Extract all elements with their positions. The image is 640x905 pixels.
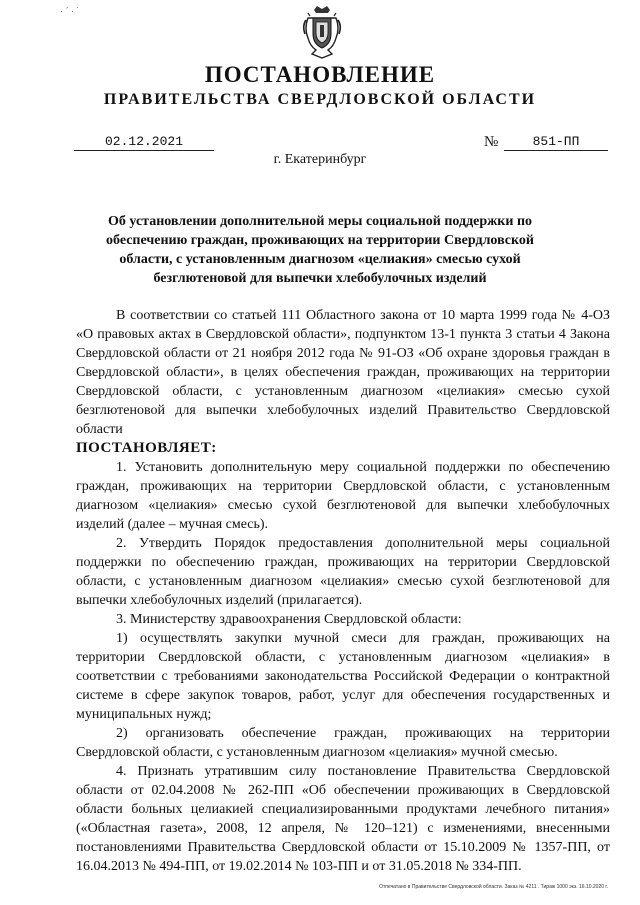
- clause-4: 4. Признать утратившим силу постановление Правительства Свердловской области от 02.04.2008 № 262-ПП «Об обеспечении проживающих в Свердловской области больных целиакией специализированными продуктами лечебного питания» («Областная газета», 2008, 12 апреля, № 120–121) с изменениями, внесенными постановлениями Правительства Свердловской области от 15.10.2009 № 1357-ПП, от 16.04.2013 № 494-ПП, от 19.02.2014 № 103-ПП и от 31.05.2018 № 334-ПП.: [76, 764, 610, 874]
- scan-specks: · ˊ · ˙: [60, 6, 80, 16]
- preamble-paragraph: В соответствии со статьей 111 Областного закона от 10 марта 1999 года № 4-ОЗ «О правовых актах в Свердловской области», подпунктом 13-1 пункта 3 статьи 4 Закона Свердловской области от 21 ноября 2012 года № 91-ОЗ «Об охране здоровья граждан в Свердловской области», в целях обеспечения граждан, проживающих на территории Свердловской области, с установленным диагнозом «целиакия» смесью сухой безглютеновой для выпечки хлебобулочных изделий Правительство Свердловской области: [76, 308, 610, 437]
- clause-1: 1. Установить дополнительную меру социальной поддержки по обеспечению граждан, проживающих на территории Свердловской области, с установленным диагнозом «целиакия» смесью сухой безглютеновой для выпечки хлебобулочных изделий (далее – мучная смесь).: [76, 460, 610, 532]
- decree-word: ПОСТАНОВЛЯЕТ:: [76, 440, 217, 456]
- clause-3-2: 2) организовать обеспечение граждан, проживающих на территории Свердловской области, с установленным диагнозом «целиакия» мучной смесью.: [76, 726, 610, 760]
- document-date: 02.12.2021: [74, 134, 214, 151]
- coat-of-arms-icon: [300, 4, 344, 60]
- issuing-city: г. Екатеринбург: [273, 152, 367, 167]
- clause-2: 2. Утвердить Порядок предоставления дополнительной меры социальной поддержки по обеспечению граждан, проживающих на территории Свердловской области, с установленным диагнозом «целиакия» смесью сухой безглютеновой для выпечки хлебобулочных изделий (прилагается).: [76, 536, 610, 608]
- document-subject: Об установлении дополнительной меры социальной поддержки по обеспечению граждан, проживающих на территории Свердловской области, с установленным диагнозом «целиакия» смесью сухой безглютеновой для выпечки хлебобулочных изделий: [106, 214, 534, 286]
- document-body: [76, 306, 610, 876]
- clause-3-1: 1) осуществлять закупки мучной смеси для граждан, проживающих на территории Свердловской области, с установленным диагнозом «целиакия» в соответствии с требованиями законодательства Российской Федерации о контрактной системе в сфере закупок товаров, работ, услуг для обеспечения государственных и муниципальных нужд;: [76, 631, 610, 722]
- issuing-authority-heading: ПРАВИТЕЛЬСТВА СВЕРДЛОВСКОЙ ОБЛАСТИ: [103, 91, 537, 108]
- number-label: №: [484, 134, 499, 150]
- document-type-heading: ПОСТАНОВЛЕНИЕ: [204, 62, 436, 87]
- document-number: 851-ПП: [504, 134, 608, 151]
- clause-3: 3. Министерству здравоохранения Свердловской области:: [116, 612, 462, 627]
- print-footer-note: Отпечатано в Правительстве Свердловской области. Заказ № 4211 . Тираж 1000 экз. 16.10.2020 г.: [379, 884, 608, 890]
